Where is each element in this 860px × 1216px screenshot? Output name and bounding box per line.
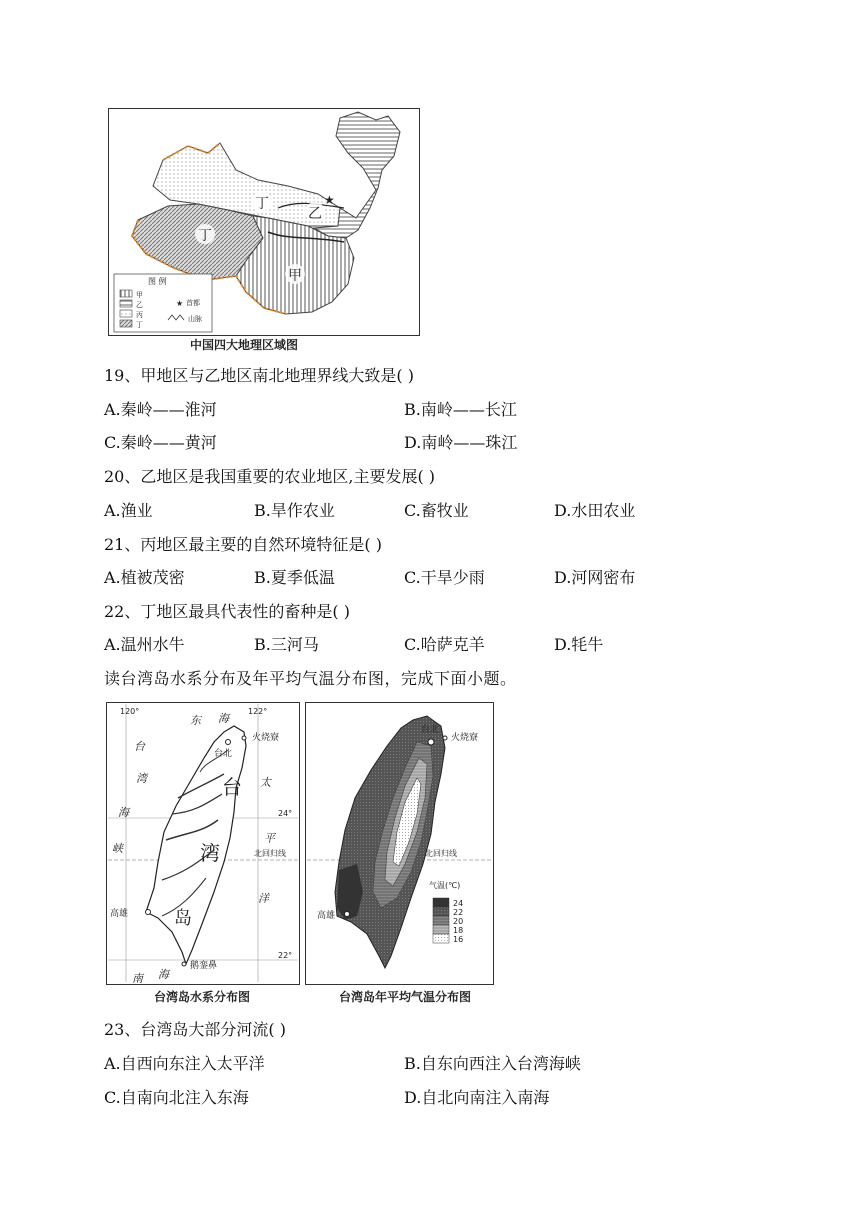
q20-option-d[interactable]: D.水田农业	[554, 501, 636, 520]
place-taipei: 台北	[214, 749, 233, 759]
strait-1: 台	[134, 740, 145, 753]
sea-east-1: 东	[190, 714, 201, 727]
temp-legend-20: 20	[453, 917, 464, 926]
q20-option-c[interactable]: C.畜牧业	[404, 501, 469, 520]
legend-item-ding: 丁	[136, 321, 143, 329]
t-place-kaohsiung: 高雄	[317, 911, 336, 921]
q19-option-d[interactable]: D.南岭——珠江	[404, 433, 518, 452]
q23-option-d[interactable]: D.自北向南注入南海	[404, 1088, 550, 1107]
legend-title: 图 例	[148, 277, 167, 286]
region-label-yi: 乙	[308, 206, 322, 222]
legend-item-yi: 乙	[136, 301, 143, 309]
q21-option-c[interactable]: C.干旱少雨	[404, 568, 485, 587]
lon-label-120: 120°	[120, 707, 140, 716]
lat-label-22: 22°	[278, 951, 293, 960]
question-23-stem: 23、台湾岛大部分河流( )	[104, 1020, 286, 1039]
q23-option-c[interactable]: C.自南向北注入东海	[104, 1088, 249, 1107]
q21-option-b[interactable]: B.夏季低温	[254, 568, 335, 587]
strait-2: 湾	[136, 772, 147, 785]
map3-caption: 台湾岛年平均气温分布图	[339, 990, 472, 1004]
china-regions-map	[108, 108, 420, 354]
temp-legend-16: 16	[453, 935, 464, 944]
t-place-taipei: 台北	[421, 725, 440, 735]
strait-3: 海	[118, 806, 129, 819]
sea-pacific-2: 平	[264, 832, 275, 845]
q20-option-a[interactable]: A.渔业	[104, 501, 153, 520]
q19-option-c[interactable]: C.秦岭——黄河	[104, 433, 217, 452]
region-label-jia: 甲	[288, 268, 302, 284]
temp-legend-title: 气温(℃)	[429, 881, 461, 890]
tropic-label: 北回归线	[254, 849, 286, 858]
map1-caption: 中国四大地理区域图	[190, 338, 299, 352]
q20-option-b[interactable]: B.旱作农业	[254, 501, 335, 520]
legend-item-jia: 甲	[136, 291, 143, 299]
sea-pacific-1: 太	[260, 776, 271, 789]
question-22-stem: 22、丁地区最具代表性的畜种是( )	[104, 602, 350, 621]
svg-text:★: ★	[176, 299, 184, 308]
q23-option-a[interactable]: A.自西向东注入太平洋	[104, 1054, 265, 1073]
place-kaohsiung: 高雄	[110, 909, 129, 919]
question-21-stem: 21、丙地区最主要的自然环境特征是( )	[104, 535, 382, 554]
question-20-stem: 20、乙地区是我国重要的农业地区,主要发展( )	[104, 467, 436, 486]
q19-option-a[interactable]: A.秦岭——淮河	[104, 400, 217, 419]
sea-pacific-3: 洋	[258, 892, 269, 905]
q22-option-b[interactable]: B.三河马	[254, 635, 319, 654]
question-19-stem: 19、甲地区与乙地区南北地理界线大致是( )	[104, 366, 414, 385]
sea-south-1: 南	[132, 972, 143, 985]
island-name-1: 台	[222, 775, 242, 799]
legend-capital: 首都	[186, 299, 200, 307]
t-place-huoshaoliao: 火烧寮	[451, 733, 479, 743]
taiwan-temperature-map	[305, 702, 495, 1006]
section-intro: 读台湾岛水系分布及年平均气温分布图，完成下面小题。	[104, 669, 517, 688]
map2-caption: 台湾岛水系分布图	[154, 990, 251, 1004]
legend-mountain: 山脉	[188, 315, 202, 323]
q21-option-a[interactable]: A.植被茂密	[104, 568, 185, 587]
lon-label-122: 122°	[248, 707, 268, 716]
place-huoshaoliao: 火烧寮	[252, 733, 280, 743]
q21-option-d[interactable]: D.河网密布	[554, 568, 636, 587]
island-name-2: 湾	[200, 841, 220, 865]
temp-legend-18: 18	[453, 926, 464, 935]
island-name-3: 岛	[174, 908, 192, 929]
q19-option-b[interactable]: B.南岭——长江	[404, 400, 517, 419]
q22-option-a[interactable]: A.温州水牛	[104, 635, 185, 654]
taiwan-river-map	[106, 702, 300, 1006]
sea-south-2: 海	[158, 968, 169, 981]
sea-east-2: 海	[218, 712, 229, 725]
svg-text:★: ★	[324, 193, 335, 207]
legend-item-bing: 丙	[136, 311, 143, 319]
temp-legend-24: 24	[453, 899, 464, 908]
region-label-bing: 丁	[255, 196, 269, 212]
t-tropic-label: 北回归线	[425, 849, 457, 858]
q22-option-d[interactable]: D.牦牛	[554, 635, 604, 654]
region-label-ding: 丁	[198, 228, 212, 244]
q23-option-b[interactable]: B.自东向西注入台湾海峡	[404, 1054, 581, 1073]
strait-4: 峡	[112, 842, 123, 855]
lat-label-24: 24°	[278, 809, 293, 818]
temp-legend-22: 22	[453, 908, 464, 917]
place-eluanbi: 鹅銮鼻	[190, 961, 218, 971]
q22-option-c[interactable]: C.哈萨克羊	[404, 635, 485, 654]
